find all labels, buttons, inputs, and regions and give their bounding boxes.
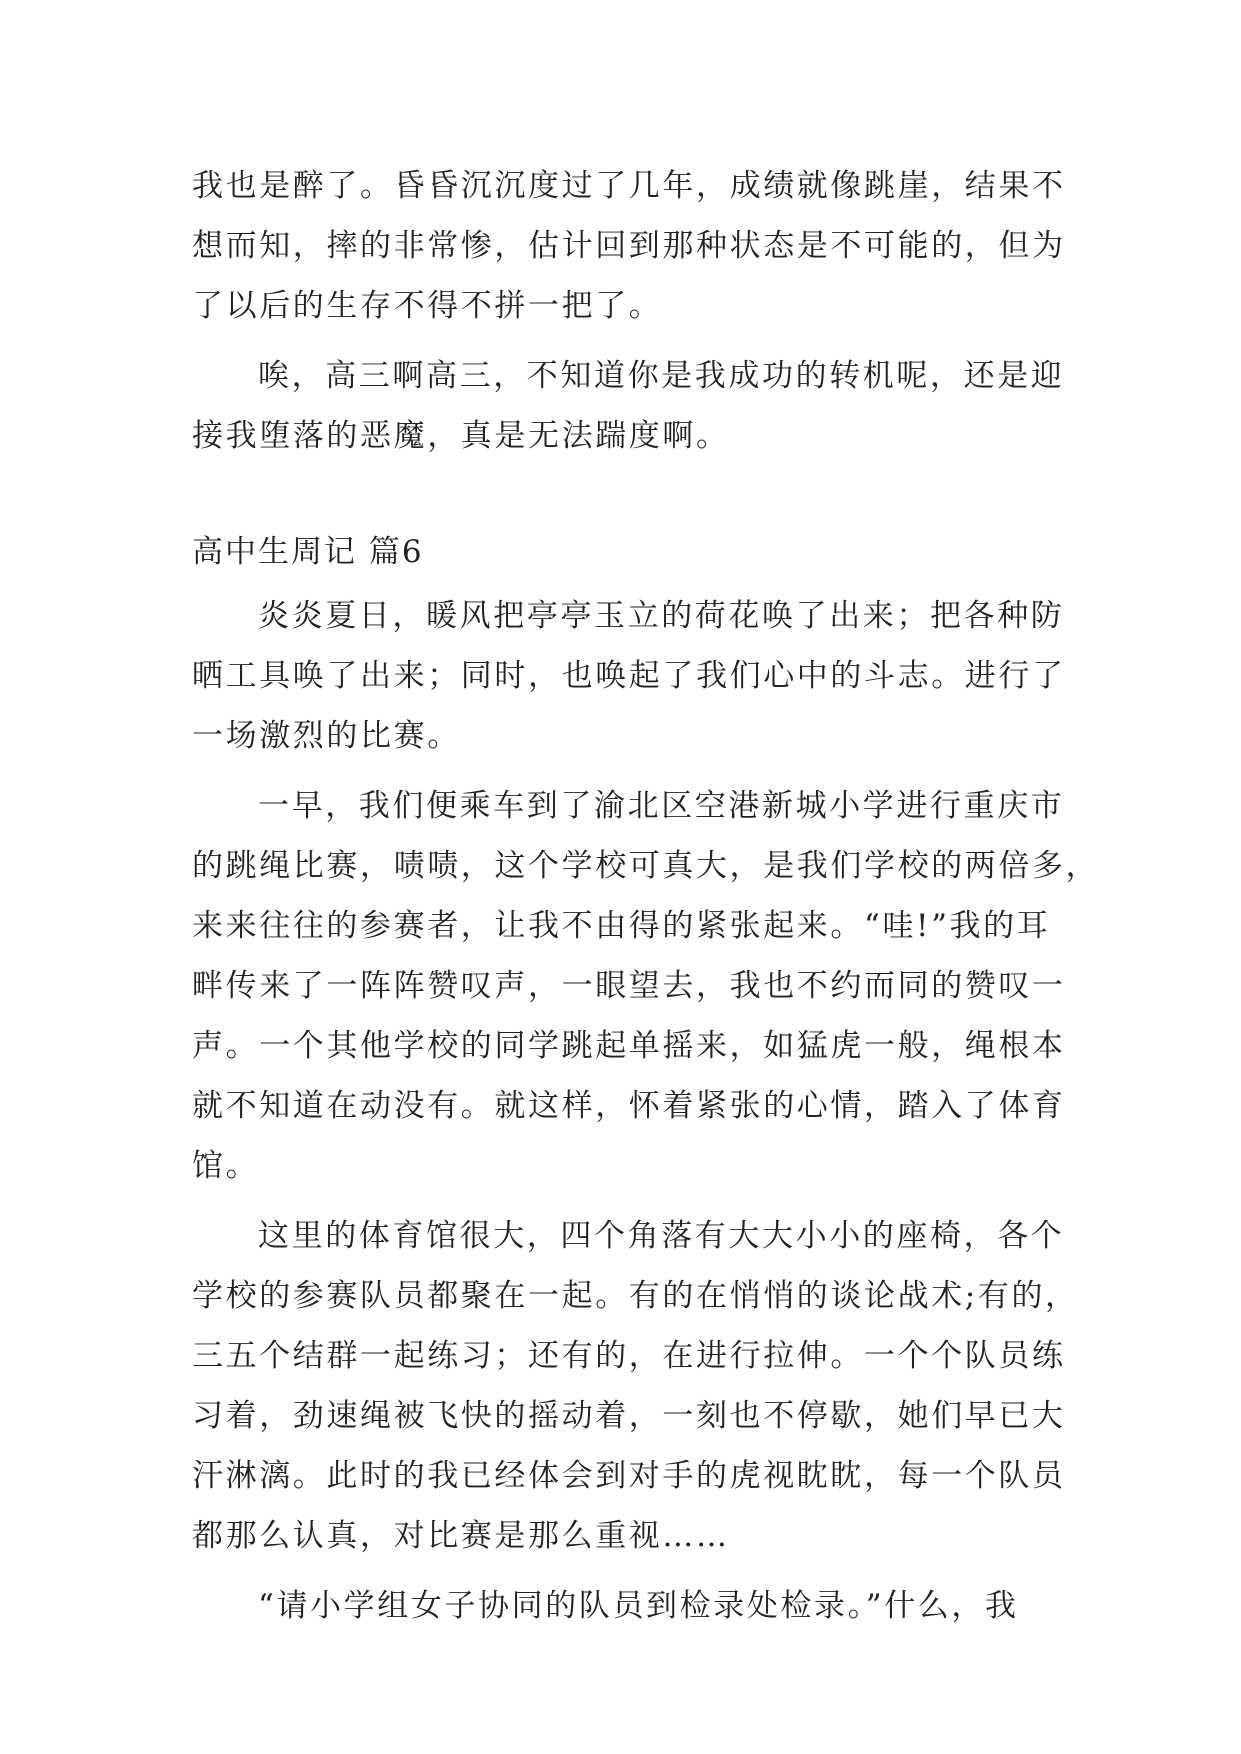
document-body <box>192 156 1100 1636</box>
text-line: 了以后的生存不得不拼一把了。 <box>192 288 663 324</box>
text-line: 晒工具唤了出来；同时，也唤起了我们心中的斗志。进行了 <box>192 658 1066 694</box>
text-line: 来来往往的参赛者，让我不由得的紧张起来。“哇!”我的耳 <box>192 908 1051 944</box>
text-line: 一早，我们便乘车到了渝北区空港新城小学进行重庆市 <box>258 788 1065 824</box>
paragraph <box>192 156 1066 336</box>
text-line: 三五个结群一起练习；还有的，在进行拉伸。一个个队员练 <box>192 1338 1066 1374</box>
paragraph <box>192 346 1065 466</box>
text-line: 这里的体育馆很大，四个角落有大大小小的座椅，各个 <box>258 1218 1065 1254</box>
text-line: “请小学组女子协同的队员到检录处检录。”什么，我 <box>258 1588 1019 1624</box>
text-line: 汗淋漓。此时的我已经体会到对手的虎视眈眈，每一个队员 <box>192 1458 1066 1494</box>
text-line: 想而知，摔的非常惨，估计回到那种状态是不可能的，但为 <box>192 228 1066 264</box>
text-line: 畔传来了一阵阵赞叹声，一眼望去，我也不约而同的赞叹一 <box>192 968 1066 1004</box>
paragraph <box>192 1576 1052 1636</box>
text-line: 的跳绳比赛，啧啧，这个学校可真大，是我们学校的两倍多， <box>192 848 1100 884</box>
text-line: 馆。 <box>192 1148 260 1184</box>
paragraph <box>192 776 1100 1196</box>
text-line: 声。一个其他学校的同学跳起单摇来，如猛虎一般，绳根本 <box>192 1028 1066 1064</box>
text-line: 习着，劲速绳被飞快的摇动着，一刻也不停歇，她们早已大 <box>192 1398 1066 1434</box>
text-line: 炎炎夏日，暖风把亭亭玉立的荷花唤了出来；把各种防 <box>258 598 1065 634</box>
paragraph <box>192 1206 1079 1566</box>
text-line: 一场激烈的比赛。 <box>192 718 461 754</box>
text-line: 接我堕落的恶魔，真是无法踹度啊。 <box>192 418 730 454</box>
text-line: 就不知道在动没有。就这样，怀着紧张的心情，踏入了体育 <box>192 1088 1066 1124</box>
paragraph <box>192 586 1066 766</box>
text-line: 唉，高三啊高三，不知道你是我成功的转机呢，还是迎 <box>258 358 1065 394</box>
text-line: 都那么认真，对比赛是那么重视…… <box>192 1518 730 1554</box>
text-line: 学校的参赛队员都聚在一起。有的在悄悄的谈论战术;有的， <box>192 1278 1079 1314</box>
text-line: 我也是醉了。昏昏沉沉度过了几年，成绩就像跳崖，结果不 <box>192 168 1066 204</box>
section-heading: 高中生周记 篇6 <box>192 534 424 570</box>
